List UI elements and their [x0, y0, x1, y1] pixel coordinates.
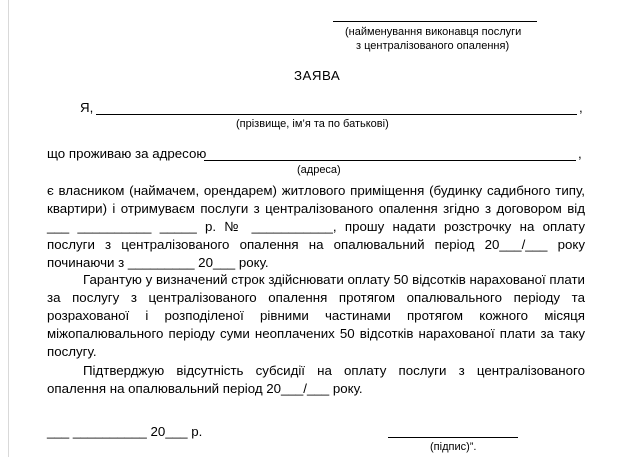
address-label: що проживаю за адресою	[47, 146, 207, 161]
executor-name-line[interactable]	[333, 21, 537, 22]
address-line[interactable]	[204, 160, 576, 161]
paragraph-guarantee: Гарантую у визначений строк здійснювати оплату 50 відсотків нарахованої плати за послугу з централізованого опалення протягом опалювального періоду та розрахованої і розподіленої рівними частинами протягом кожного місяця міжопалювального періоду суми неоплачених 50 відсотків нарахованої плати за таку послугу.	[47, 272, 585, 359]
applicant-hint: (прізвище, ім’я та по батькові)	[236, 118, 389, 130]
page-margin-line	[8, 0, 9, 457]
address-hint: (адреса)	[297, 164, 341, 176]
signature-hint: (підпис)”.	[430, 441, 477, 453]
footer-date[interactable]: ___ __________ 20___ р.	[47, 424, 203, 439]
paragraph-subsidy: Підтверджую відсутність субсидії на оплату послуги з централізованого опалення на опалювальний період 20___/___ року.	[47, 363, 585, 396]
applicant-prefix: Я,	[80, 100, 94, 115]
executor-hint-2: з централізованого опалення)	[356, 40, 510, 52]
document-title: ЗАЯВА	[294, 68, 341, 83]
paragraph-ownership: є власником (наймачем, орендарем) житлового приміщення (будинку садибного типу, квартири) і отримуваєм послуги з централізованого опалення згідно з договором від ___ __________ _____ р. № ___________, прошу надати розстрочку на оплату послуги з централізованого опалення на опалювальний період 20___/___ року починаючи з _________ 20___ року.	[47, 183, 585, 270]
executor-hint: (найменування виконавця послуги	[345, 26, 522, 38]
address-trailing-comma: ,	[578, 146, 582, 161]
applicant-trailing-comma: ,	[579, 100, 583, 115]
applicant-name-line[interactable]	[96, 114, 577, 115]
signature-line[interactable]	[388, 437, 518, 438]
